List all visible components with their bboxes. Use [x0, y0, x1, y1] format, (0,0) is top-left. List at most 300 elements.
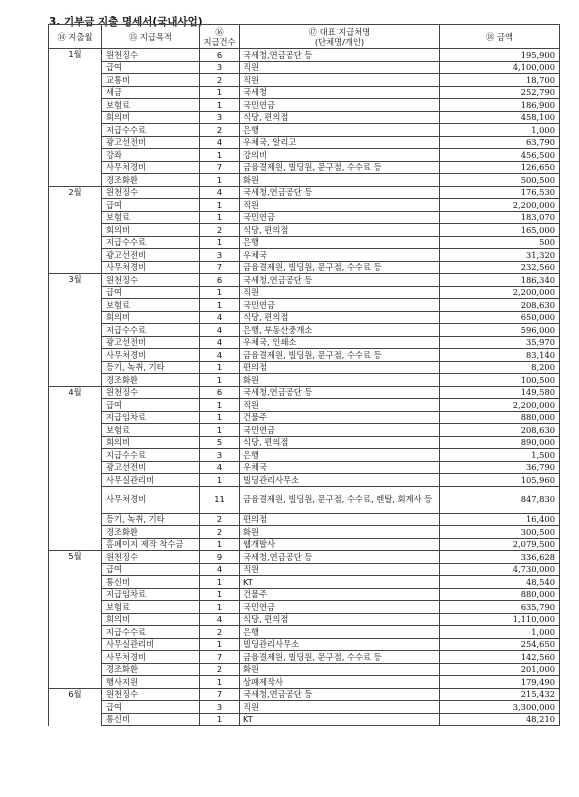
purpose-cell: 원천징수 — [102, 688, 200, 701]
month-cell — [49, 663, 102, 676]
purpose-cell: 회의비 — [102, 613, 200, 626]
amount-cell: 8,200 — [440, 361, 560, 374]
month-cell — [49, 436, 102, 449]
payee-cell: 우체국, 알리고 — [240, 136, 440, 149]
payee-cell: 국민연금 — [240, 424, 440, 437]
payee-cell: 국민연금 — [240, 299, 440, 312]
purpose-cell: 사무처경비 — [102, 651, 200, 664]
amount-cell: 254,650 — [440, 638, 560, 651]
table-row — [49, 61, 560, 74]
table-row — [49, 474, 560, 487]
month-cell — [49, 161, 102, 174]
table-row — [49, 74, 560, 87]
count-cell: 1 — [200, 236, 240, 249]
table-row — [49, 701, 560, 714]
month-cell — [49, 411, 102, 424]
count-cell: 6 — [200, 49, 240, 62]
purpose-cell: 사무처경비 — [102, 486, 200, 513]
purpose-cell: 사무처경비 — [102, 261, 200, 274]
month-cell — [49, 676, 102, 689]
table-row — [49, 274, 560, 287]
payee-cell: 금융결제원, 빌딩원, 문구점, 수수료 등 — [240, 261, 440, 274]
table-row — [49, 161, 560, 174]
amount-cell: 500,500 — [440, 174, 560, 187]
payee-cell: 국세청,연금공단 등 — [240, 274, 440, 287]
amount-cell: 195,900 — [440, 49, 560, 62]
month-cell — [49, 349, 102, 362]
table-row — [49, 638, 560, 651]
amount-cell: 596,000 — [440, 324, 560, 337]
purpose-cell: 회의비 — [102, 111, 200, 124]
amount-cell: 635,790 — [440, 601, 560, 614]
payee-cell: 강의비 — [240, 149, 440, 162]
purpose-cell: 지급수수료 — [102, 449, 200, 462]
month-cell — [49, 224, 102, 237]
count-cell: 4 — [200, 336, 240, 349]
amount-cell: 4,100,000 — [440, 61, 560, 74]
count-cell: 3 — [200, 249, 240, 262]
month-cell — [49, 513, 102, 526]
table-row — [49, 713, 560, 726]
count-cell: 1 — [200, 99, 240, 112]
purpose-cell: 보험료 — [102, 211, 200, 224]
table-row — [49, 124, 560, 137]
amount-cell: 63,790 — [440, 136, 560, 149]
count-cell: 4 — [200, 311, 240, 324]
count-cell: 1 — [200, 601, 240, 614]
month-cell — [49, 311, 102, 324]
amount-cell: 252,790 — [440, 86, 560, 99]
purpose-cell: 급여 — [102, 563, 200, 576]
table-row — [49, 563, 560, 576]
count-cell: 9 — [200, 551, 240, 564]
purpose-cell: 보험료 — [102, 424, 200, 437]
amount-cell: 456,500 — [440, 149, 560, 162]
payee-cell: 우체국 — [240, 461, 440, 474]
payee-cell: 금융결제원, 빌딩원, 문구점, 수수료, 렌탈, 회계사 등 — [240, 486, 440, 513]
amount-cell: 100,500 — [440, 374, 560, 387]
table-row — [49, 299, 560, 312]
payee-cell: 국세청,연금공단 등 — [240, 551, 440, 564]
table-row — [49, 626, 560, 639]
donation-expense-table — [48, 24, 560, 726]
payee-cell: 식당, 편의점 — [240, 111, 440, 124]
payee-cell: 은행 — [240, 626, 440, 639]
payee-cell: 국세청,연금공단 등 — [240, 186, 440, 199]
amount-cell: 1,500 — [440, 449, 560, 462]
payee-cell: 국세청,연금공단 등 — [240, 49, 440, 62]
payee-cell: 직원 — [240, 701, 440, 714]
purpose-cell: 원천징수 — [102, 49, 200, 62]
count-cell: 6 — [200, 274, 240, 287]
count-cell: 7 — [200, 651, 240, 664]
table-row — [49, 486, 560, 513]
count-cell: 11 — [200, 486, 240, 513]
table-row — [49, 199, 560, 212]
amount-cell: 183,070 — [440, 211, 560, 224]
count-cell: 7 — [200, 688, 240, 701]
amount-cell: 208,630 — [440, 424, 560, 437]
count-cell: 4 — [200, 136, 240, 149]
count-cell: 1 — [200, 588, 240, 601]
table-row — [49, 236, 560, 249]
table-row — [49, 601, 560, 614]
table-row — [49, 651, 560, 664]
payee-cell: 건물주 — [240, 411, 440, 424]
purpose-cell: 지급임차료 — [102, 411, 200, 424]
header-payee-main: ⑰ 대표 지급처명 — [308, 26, 371, 37]
amount-cell: 1,110,000 — [440, 613, 560, 626]
purpose-cell: 세금 — [102, 86, 200, 99]
count-cell: 2 — [200, 663, 240, 676]
month-cell — [49, 449, 102, 462]
purpose-cell: 급여 — [102, 286, 200, 299]
table-row — [49, 149, 560, 162]
purpose-cell: 통신비 — [102, 713, 200, 726]
table-row — [49, 286, 560, 299]
payee-cell: 금융결제원, 빌딩원, 문구점, 수수료 등 — [240, 651, 440, 664]
header-amount: ⑱ 금액 — [440, 25, 560, 49]
amount-cell: 31,320 — [440, 249, 560, 262]
header-payee-sub: (단체명/개인) — [314, 36, 365, 47]
amount-cell: 3,300,000 — [440, 701, 560, 714]
table-row — [49, 551, 560, 564]
count-cell: 1 — [200, 374, 240, 387]
amount-cell: 149,580 — [440, 386, 560, 399]
amount-cell: 650,000 — [440, 311, 560, 324]
table-row — [49, 688, 560, 701]
payee-cell: 화원 — [240, 374, 440, 387]
amount-cell: 880,000 — [440, 411, 560, 424]
month-cell — [49, 576, 102, 589]
month-cell: 2월 — [49, 186, 102, 199]
payee-cell: 빌딩관리사무소 — [240, 474, 440, 487]
table-row — [49, 186, 560, 199]
month-cell — [49, 86, 102, 99]
table-row — [49, 386, 560, 399]
count-cell: 4 — [200, 563, 240, 576]
table-row — [49, 99, 560, 112]
purpose-cell: 등기, 녹취, 기타 — [102, 361, 200, 374]
table-row — [49, 249, 560, 262]
count-cell: 1 — [200, 424, 240, 437]
count-cell: 1 — [200, 538, 240, 551]
purpose-cell: 사무실관리비 — [102, 474, 200, 487]
payee-cell: 우체국 — [240, 249, 440, 262]
payee-cell: 직원 — [240, 563, 440, 576]
month-cell: 5월 — [49, 551, 102, 564]
count-cell: 3 — [200, 701, 240, 714]
count-cell: 3 — [200, 449, 240, 462]
amount-cell: 2,200,000 — [440, 286, 560, 299]
table-row — [49, 336, 560, 349]
month-cell — [49, 563, 102, 576]
table-row — [49, 526, 560, 539]
month-cell: 4월 — [49, 386, 102, 399]
amount-cell: 300,500 — [440, 526, 560, 539]
table-row — [49, 424, 560, 437]
amount-cell: 2,200,000 — [440, 399, 560, 412]
purpose-cell: 지급수수료 — [102, 324, 200, 337]
month-cell — [49, 588, 102, 601]
table-row — [49, 663, 560, 676]
amount-cell: 2,200,000 — [440, 199, 560, 212]
count-cell: 1 — [200, 399, 240, 412]
payee-cell: 직원 — [240, 399, 440, 412]
payee-cell: 식당, 편의점 — [240, 311, 440, 324]
table-row — [49, 49, 560, 62]
payee-cell: 상패제작사 — [240, 676, 440, 689]
purpose-cell: 경조화환 — [102, 174, 200, 187]
month-cell — [49, 261, 102, 274]
payee-cell: 은행 — [240, 236, 440, 249]
count-cell: 1 — [200, 86, 240, 99]
month-cell — [49, 713, 102, 726]
purpose-cell: 지급수수료 — [102, 236, 200, 249]
count-cell: 1 — [200, 474, 240, 487]
count-cell: 7 — [200, 161, 240, 174]
count-cell: 1 — [200, 411, 240, 424]
table-row — [49, 324, 560, 337]
purpose-cell: 보험료 — [102, 99, 200, 112]
table-row — [49, 311, 560, 324]
amount-cell: 186,900 — [440, 99, 560, 112]
payee-cell: 국민연금 — [240, 99, 440, 112]
purpose-cell: 광고선전비 — [102, 249, 200, 262]
month-cell — [49, 461, 102, 474]
month-cell — [49, 299, 102, 312]
amount-cell: 880,000 — [440, 588, 560, 601]
count-cell: 1 — [200, 211, 240, 224]
payee-cell: KT — [240, 713, 440, 726]
purpose-cell: 등기, 녹취, 기타 — [102, 513, 200, 526]
payee-cell: 직원 — [240, 199, 440, 212]
payee-cell: 식당, 편의점 — [240, 613, 440, 626]
count-cell: 1 — [200, 713, 240, 726]
payee-cell: KT — [240, 576, 440, 589]
table-row — [49, 513, 560, 526]
table-row — [49, 111, 560, 124]
count-cell: 1 — [200, 361, 240, 374]
purpose-cell: 경조화환 — [102, 374, 200, 387]
month-cell: 1월 — [49, 49, 102, 62]
month-cell — [49, 651, 102, 664]
table-row — [49, 211, 560, 224]
amount-cell: 126,650 — [440, 161, 560, 174]
table-row — [49, 374, 560, 387]
purpose-cell: 원천징수 — [102, 186, 200, 199]
amount-cell: 186,340 — [440, 274, 560, 287]
purpose-cell: 강좌 — [102, 149, 200, 162]
amount-cell: 336,628 — [440, 551, 560, 564]
payee-cell: 빌딩관리사무소 — [240, 638, 440, 651]
payee-cell: 편의점 — [240, 513, 440, 526]
amount-cell: 208,630 — [440, 299, 560, 312]
month-cell: 3월 — [49, 274, 102, 287]
month-cell — [49, 174, 102, 187]
payee-cell: 직원 — [240, 61, 440, 74]
table-row — [49, 86, 560, 99]
amount-cell: 232,560 — [440, 261, 560, 274]
payee-cell: 국세청,연금공단 등 — [240, 386, 440, 399]
count-cell: 4 — [200, 186, 240, 199]
month-cell — [49, 538, 102, 551]
month-cell — [49, 626, 102, 639]
month-cell — [49, 136, 102, 149]
payee-cell: 우체국, 인쇄소 — [240, 336, 440, 349]
purpose-cell: 사무처경비 — [102, 161, 200, 174]
purpose-cell: 지급수수료 — [102, 124, 200, 137]
month-cell — [49, 374, 102, 387]
amount-cell: 458,100 — [440, 111, 560, 124]
count-cell: 1 — [200, 576, 240, 589]
month-cell — [49, 211, 102, 224]
table-header-row — [49, 25, 560, 49]
count-cell: 2 — [200, 513, 240, 526]
month-cell — [49, 111, 102, 124]
count-cell: 1 — [200, 676, 240, 689]
month-cell — [49, 99, 102, 112]
purpose-cell: 광고선전비 — [102, 336, 200, 349]
month-cell — [49, 526, 102, 539]
table-row — [49, 136, 560, 149]
table-row — [49, 613, 560, 626]
payee-cell: 국세청,연금공단 등 — [240, 688, 440, 701]
count-cell: 3 — [200, 61, 240, 74]
count-cell: 1 — [200, 638, 240, 651]
amount-cell: 105,960 — [440, 474, 560, 487]
month-cell — [49, 199, 102, 212]
count-cell: 1 — [200, 199, 240, 212]
amount-cell: 847,830 — [440, 486, 560, 513]
purpose-cell: 사무실관리비 — [102, 638, 200, 651]
amount-cell: 16,400 — [440, 513, 560, 526]
month-cell — [49, 124, 102, 137]
purpose-cell: 급여 — [102, 199, 200, 212]
month-cell — [49, 638, 102, 651]
purpose-cell: 보험료 — [102, 601, 200, 614]
purpose-cell: 지급임차료 — [102, 588, 200, 601]
amount-cell: 215,432 — [440, 688, 560, 701]
count-cell: 3 — [200, 111, 240, 124]
amount-cell: 36,790 — [440, 461, 560, 474]
count-cell: 2 — [200, 526, 240, 539]
month-cell — [49, 324, 102, 337]
count-cell: 4 — [200, 324, 240, 337]
table-row — [49, 174, 560, 187]
count-cell: 1 — [200, 286, 240, 299]
purpose-cell: 행사지원 — [102, 676, 200, 689]
payee-cell: 은행, 부동산중개소 — [240, 324, 440, 337]
amount-cell: 201,000 — [440, 663, 560, 676]
month-cell — [49, 701, 102, 714]
count-cell: 4 — [200, 349, 240, 362]
count-cell: 6 — [200, 386, 240, 399]
payee-cell: 직원 — [240, 74, 440, 87]
table-row — [49, 449, 560, 462]
count-cell: 4 — [200, 461, 240, 474]
payee-cell: 화원 — [240, 663, 440, 676]
count-cell: 1 — [200, 149, 240, 162]
month-cell — [49, 361, 102, 374]
count-cell: 2 — [200, 124, 240, 137]
count-cell: 2 — [200, 224, 240, 237]
table-row — [49, 411, 560, 424]
header-month: ⑭ 지출월 — [49, 25, 102, 49]
payee-cell: 화원 — [240, 174, 440, 187]
table-row — [49, 588, 560, 601]
month-cell — [49, 613, 102, 626]
count-cell: 2 — [200, 74, 240, 87]
amount-cell: 890,000 — [440, 436, 560, 449]
payee-cell: 국세청 — [240, 86, 440, 99]
amount-cell: 48,540 — [440, 576, 560, 589]
purpose-cell: 홈페이지 제작 착수금 — [102, 538, 200, 551]
month-cell — [49, 61, 102, 74]
count-cell: 5 — [200, 436, 240, 449]
purpose-cell: 원천징수 — [102, 274, 200, 287]
table-body — [49, 49, 560, 726]
table-row — [49, 361, 560, 374]
payee-cell: 직원 — [240, 286, 440, 299]
purpose-cell: 회의비 — [102, 436, 200, 449]
table-row — [49, 436, 560, 449]
amount-cell: 179,490 — [440, 676, 560, 689]
purpose-cell: 지급수수료 — [102, 626, 200, 639]
month-cell — [49, 286, 102, 299]
month-cell — [49, 249, 102, 262]
month-cell — [49, 74, 102, 87]
payee-cell: 웹개발사 — [240, 538, 440, 551]
payee-cell: 국민연금 — [240, 211, 440, 224]
month-cell: 6월 — [49, 688, 102, 701]
purpose-cell: 급여 — [102, 61, 200, 74]
table-row — [49, 224, 560, 237]
purpose-cell: 교통비 — [102, 74, 200, 87]
amount-cell: 48,210 — [440, 713, 560, 726]
month-cell — [49, 336, 102, 349]
header-count — [200, 25, 240, 49]
month-cell — [49, 601, 102, 614]
payee-cell: 화원 — [240, 526, 440, 539]
payee-cell: 금융결제원, 빌딩원, 문구점, 수수료 등 — [240, 349, 440, 362]
amount-cell: 142,560 — [440, 651, 560, 664]
purpose-cell: 회의비 — [102, 224, 200, 237]
table-row — [49, 399, 560, 412]
table-row — [49, 461, 560, 474]
month-cell — [49, 399, 102, 412]
purpose-cell: 급여 — [102, 701, 200, 714]
header-payee — [240, 25, 440, 49]
amount-cell: 4,730,000 — [440, 563, 560, 576]
table-row — [49, 676, 560, 689]
payee-cell: 은행 — [240, 449, 440, 462]
count-cell: 1 — [200, 299, 240, 312]
amount-cell: 1,000 — [440, 124, 560, 137]
purpose-cell: 통신비 — [102, 576, 200, 589]
purpose-cell: 사무처경비 — [102, 349, 200, 362]
purpose-cell: 원천징수 — [102, 551, 200, 564]
purpose-cell: 광고선전비 — [102, 461, 200, 474]
table-row — [49, 538, 560, 551]
table-row — [49, 261, 560, 274]
count-cell: 4 — [200, 613, 240, 626]
amount-cell: 165,000 — [440, 224, 560, 237]
amount-cell: 83,140 — [440, 349, 560, 362]
table-row — [49, 576, 560, 589]
month-cell — [49, 424, 102, 437]
purpose-cell: 경조화환 — [102, 663, 200, 676]
